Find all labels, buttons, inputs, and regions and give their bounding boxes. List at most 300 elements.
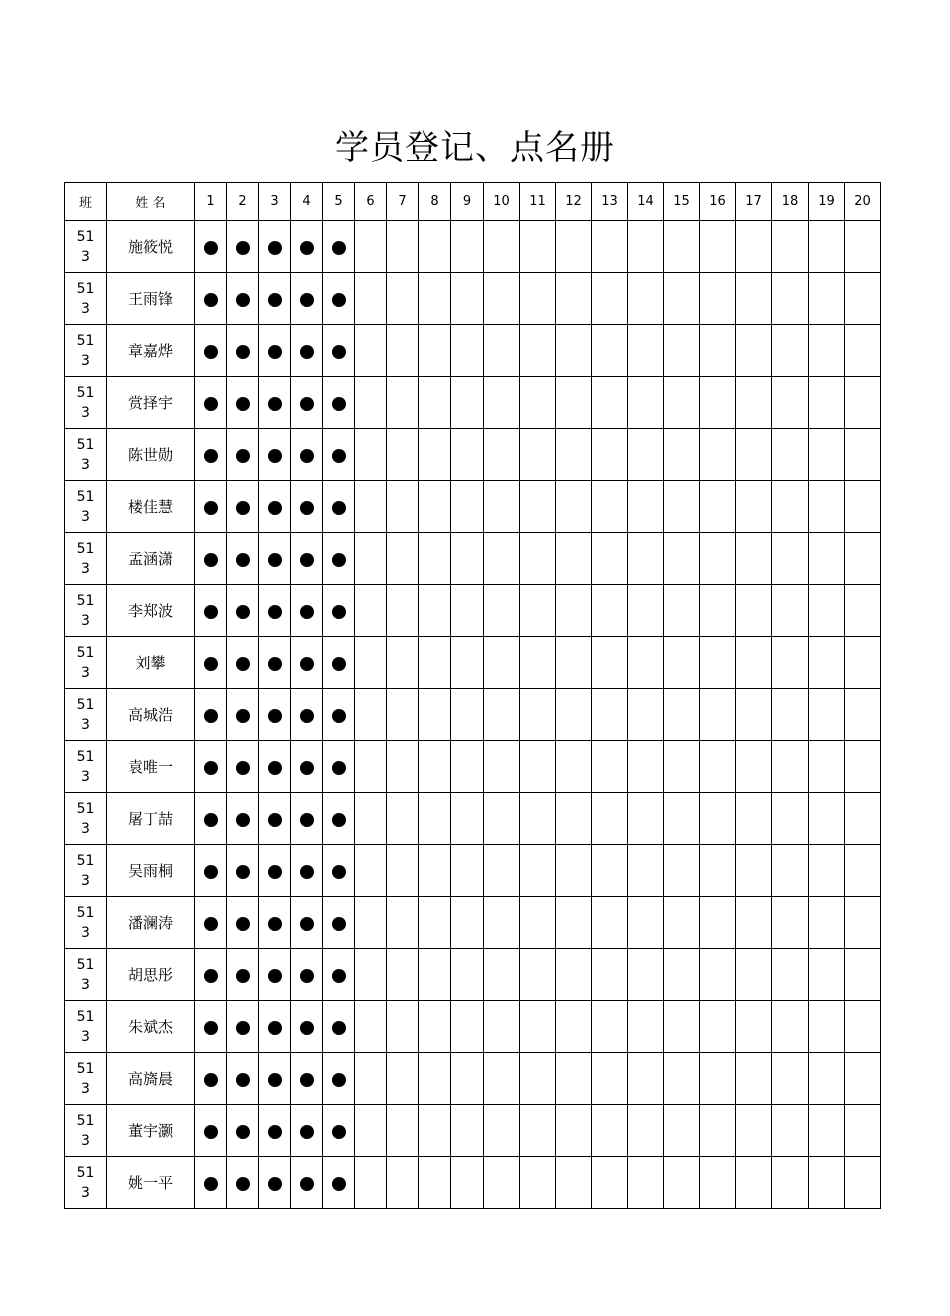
- attendance-cell: [355, 273, 387, 325]
- attendance-dot-icon: [268, 969, 282, 983]
- attendance-cell: [484, 689, 520, 741]
- attendance-cell: [556, 585, 592, 637]
- table-row: [65, 481, 881, 533]
- attendance-cell: [700, 377, 736, 429]
- attendance-cell: [387, 793, 419, 845]
- attendance-cell: [809, 585, 845, 637]
- attendance-cell: [484, 325, 520, 377]
- attendance-cell: [195, 793, 227, 845]
- attendance-cell: [259, 637, 291, 689]
- student-name: 陈世勋: [107, 429, 195, 481]
- attendance-cell: [592, 585, 628, 637]
- attendance-cell: [520, 1105, 556, 1157]
- class-number-line1: 51: [76, 1060, 95, 1077]
- attendance-cell: [195, 1105, 227, 1157]
- table-row: [65, 429, 881, 481]
- table-row: [65, 1105, 881, 1157]
- attendance-cell: [592, 429, 628, 481]
- attendance-cell: [484, 793, 520, 845]
- student-name: 朱斌杰: [107, 1001, 195, 1053]
- attendance-cell: [520, 1157, 556, 1209]
- student-name: 赏择宇: [107, 377, 195, 429]
- attendance-dot-icon: [300, 501, 314, 515]
- attendance-cell: [323, 377, 355, 429]
- table-row: [65, 1157, 881, 1209]
- attendance-cell: [451, 897, 484, 949]
- attendance-dot-icon: [204, 709, 218, 723]
- attendance-cell: [556, 637, 592, 689]
- attendance-cell: [845, 1157, 881, 1209]
- attendance-cell: [419, 793, 451, 845]
- attendance-cell: [700, 221, 736, 273]
- attendance-cell: [845, 741, 881, 793]
- attendance-cell: [419, 897, 451, 949]
- table-row: [65, 637, 881, 689]
- attendance-cell: [419, 377, 451, 429]
- attendance-cell: [451, 845, 484, 897]
- attendance-cell: [628, 793, 664, 845]
- attendance-cell: [387, 1053, 419, 1105]
- attendance-cell: [291, 533, 323, 585]
- class-number-line2: 3: [81, 352, 90, 369]
- attendance-cell: [195, 949, 227, 1001]
- attendance-dot-icon: [268, 865, 282, 879]
- attendance-cell: [700, 793, 736, 845]
- attendance-dot-icon: [268, 657, 282, 671]
- attendance-cell: [700, 1001, 736, 1053]
- attendance-cell: [556, 429, 592, 481]
- attendance-cell: [736, 949, 772, 1001]
- table-row: [65, 221, 881, 273]
- table-row: [65, 845, 881, 897]
- class-number-line1: 51: [76, 800, 95, 817]
- class-cell: [65, 585, 107, 637]
- attendance-dot-icon: [236, 553, 250, 567]
- student-name: 董宇灏: [107, 1105, 195, 1157]
- attendance-dot-icon: [332, 1125, 346, 1139]
- attendance-cell: [556, 273, 592, 325]
- attendance-cell: [664, 689, 700, 741]
- attendance-dot-icon: [332, 657, 346, 671]
- attendance-dot-icon: [236, 917, 250, 931]
- attendance-cell: [809, 481, 845, 533]
- attendance-cell: [259, 949, 291, 1001]
- attendance-dot-icon: [268, 1125, 282, 1139]
- attendance-cell: [484, 949, 520, 1001]
- attendance-dot-icon: [332, 397, 346, 411]
- attendance-dot-icon: [204, 1073, 218, 1087]
- attendance-dot-icon: [268, 1021, 282, 1035]
- attendance-cell: [772, 1053, 809, 1105]
- session-header: 9: [451, 183, 484, 221]
- attendance-cell: [628, 741, 664, 793]
- attendance-dot-icon: [236, 241, 250, 255]
- attendance-cell: [484, 845, 520, 897]
- attendance-cell: [323, 741, 355, 793]
- attendance-cell: [736, 793, 772, 845]
- student-name: 章嘉烨: [107, 325, 195, 377]
- attendance-cell: [592, 949, 628, 1001]
- attendance-cell: [484, 1105, 520, 1157]
- table-row: [65, 793, 881, 845]
- attendance-cell: [291, 481, 323, 533]
- attendance-cell: [259, 793, 291, 845]
- attendance-cell: [700, 1053, 736, 1105]
- attendance-cell: [387, 481, 419, 533]
- attendance-dot-icon: [268, 813, 282, 827]
- attendance-cell: [809, 1157, 845, 1209]
- attendance-cell: [736, 845, 772, 897]
- attendance-cell: [355, 1105, 387, 1157]
- class-cell: [65, 949, 107, 1001]
- attendance-cell: [592, 481, 628, 533]
- attendance-cell: [700, 949, 736, 1001]
- attendance-cell: [195, 845, 227, 897]
- attendance-cell: [484, 221, 520, 273]
- attendance-cell: [845, 273, 881, 325]
- class-number-line2: 3: [81, 404, 90, 421]
- attendance-cell: [520, 1001, 556, 1053]
- attendance-cell: [628, 897, 664, 949]
- attendance-cell: [556, 741, 592, 793]
- attendance-cell: [451, 1053, 484, 1105]
- attendance-cell: [772, 1001, 809, 1053]
- attendance-dot-icon: [204, 1125, 218, 1139]
- attendance-cell: [227, 741, 259, 793]
- attendance-cell: [809, 897, 845, 949]
- attendance-dot-icon: [332, 293, 346, 307]
- session-header: 1: [195, 183, 227, 221]
- class-number-line1: 51: [76, 540, 95, 557]
- student-name: 胡思彤: [107, 949, 195, 1001]
- attendance-cell: [484, 273, 520, 325]
- class-number-line1: 51: [76, 852, 95, 869]
- attendance-cell: [195, 585, 227, 637]
- attendance-cell: [259, 1053, 291, 1105]
- attendance-dot-icon: [204, 917, 218, 931]
- table-row: [65, 273, 881, 325]
- attendance-cell: [556, 533, 592, 585]
- attendance-dot-icon: [300, 345, 314, 359]
- attendance-cell: [323, 793, 355, 845]
- attendance-cell: [387, 949, 419, 1001]
- attendance-dot-icon: [300, 1125, 314, 1139]
- attendance-cell: [484, 1053, 520, 1105]
- table-row: [65, 689, 881, 741]
- attendance-cell: [772, 741, 809, 793]
- attendance-cell: [845, 429, 881, 481]
- attendance-cell: [628, 585, 664, 637]
- attendance-cell: [355, 377, 387, 429]
- attendance-cell: [520, 1053, 556, 1105]
- attendance-cell: [520, 585, 556, 637]
- attendance-cell: [323, 273, 355, 325]
- class-number-line1: 51: [76, 488, 95, 505]
- attendance-cell: [664, 897, 700, 949]
- session-header: 15: [664, 183, 700, 221]
- class-number-line2: 3: [81, 560, 90, 577]
- attendance-cell: [809, 429, 845, 481]
- attendance-cell: [291, 377, 323, 429]
- attendance-cell: [592, 793, 628, 845]
- class-number-line1: 51: [76, 1008, 95, 1025]
- session-header: 13: [592, 183, 628, 221]
- attendance-cell: [664, 273, 700, 325]
- student-name: 高旖晨: [107, 1053, 195, 1105]
- attendance-cell: [451, 585, 484, 637]
- session-header: 4: [291, 183, 323, 221]
- attendance-cell: [387, 377, 419, 429]
- attendance-cell: [259, 273, 291, 325]
- attendance-cell: [419, 273, 451, 325]
- attendance-cell: [355, 897, 387, 949]
- attendance-dot-icon: [300, 241, 314, 255]
- attendance-cell: [291, 637, 323, 689]
- session-header: 3: [259, 183, 291, 221]
- attendance-cell: [628, 845, 664, 897]
- attendance-cell: [664, 741, 700, 793]
- attendance-cell: [845, 1053, 881, 1105]
- attendance-dot-icon: [268, 241, 282, 255]
- attendance-cell: [387, 741, 419, 793]
- attendance-cell: [419, 1053, 451, 1105]
- class-number-line2: 3: [81, 1080, 90, 1097]
- attendance-cell: [387, 585, 419, 637]
- attendance-cell: [484, 1157, 520, 1209]
- name-header: 姓 名: [107, 183, 195, 221]
- attendance-dot-icon: [300, 969, 314, 983]
- session-header: 7: [387, 183, 419, 221]
- attendance-dot-icon: [268, 553, 282, 567]
- attendance-dot-icon: [204, 449, 218, 463]
- attendance-cell: [259, 741, 291, 793]
- attendance-cell: [387, 325, 419, 377]
- table-row: [65, 949, 881, 1001]
- attendance-cell: [592, 325, 628, 377]
- session-header: 12: [556, 183, 592, 221]
- attendance-cell: [195, 429, 227, 481]
- session-header: 16: [700, 183, 736, 221]
- attendance-cell: [736, 377, 772, 429]
- attendance-cell: [419, 429, 451, 481]
- attendance-cell: [419, 1105, 451, 1157]
- attendance-dot-icon: [268, 1073, 282, 1087]
- class-number-line2: 3: [81, 1132, 90, 1149]
- attendance-dot-icon: [236, 709, 250, 723]
- attendance-dot-icon: [236, 501, 250, 515]
- attendance-cell: [556, 481, 592, 533]
- attendance-cell: [195, 637, 227, 689]
- student-name: 王雨锋: [107, 273, 195, 325]
- attendance-cell: [772, 793, 809, 845]
- class-number-line2: 3: [81, 976, 90, 993]
- attendance-cell: [556, 845, 592, 897]
- session-header: 8: [419, 183, 451, 221]
- attendance-cell: [592, 533, 628, 585]
- attendance-dot-icon: [332, 501, 346, 515]
- attendance-cell: [323, 897, 355, 949]
- attendance-cell: [484, 637, 520, 689]
- attendance-cell: [700, 1157, 736, 1209]
- attendance-cell: [845, 1001, 881, 1053]
- attendance-dot-icon: [204, 553, 218, 567]
- attendance-cell: [451, 689, 484, 741]
- attendance-cell: [556, 897, 592, 949]
- table-row: [65, 533, 881, 585]
- attendance-dot-icon: [300, 657, 314, 671]
- attendance-cell: [195, 377, 227, 429]
- attendance-cell: [664, 1001, 700, 1053]
- attendance-dot-icon: [332, 449, 346, 463]
- class-cell: [65, 845, 107, 897]
- attendance-cell: [809, 325, 845, 377]
- attendance-dot-icon: [268, 761, 282, 775]
- attendance-dot-icon: [204, 345, 218, 359]
- student-name: 楼佳慧: [107, 481, 195, 533]
- table-row: [65, 741, 881, 793]
- attendance-dot-icon: [204, 501, 218, 515]
- session-header: 10: [484, 183, 520, 221]
- table-row: [65, 325, 881, 377]
- attendance-dot-icon: [236, 761, 250, 775]
- attendance-cell: [736, 741, 772, 793]
- class-number-line1: 51: [76, 904, 95, 921]
- attendance-cell: [845, 637, 881, 689]
- attendance-cell: [195, 221, 227, 273]
- attendance-dot-icon: [332, 1021, 346, 1035]
- attendance-cell: [259, 897, 291, 949]
- attendance-cell: [845, 585, 881, 637]
- class-number-line2: 3: [81, 768, 90, 785]
- attendance-cell: [809, 1053, 845, 1105]
- attendance-dot-icon: [204, 813, 218, 827]
- attendance-cell: [520, 481, 556, 533]
- attendance-cell: [195, 533, 227, 585]
- attendance-cell: [419, 949, 451, 1001]
- attendance-dot-icon: [204, 397, 218, 411]
- attendance-cell: [291, 429, 323, 481]
- attendance-cell: [664, 481, 700, 533]
- attendance-cell: [291, 1105, 323, 1157]
- attendance-dot-icon: [236, 1177, 250, 1191]
- attendance-cell: [520, 637, 556, 689]
- attendance-dot-icon: [300, 1073, 314, 1087]
- attendance-cell: [195, 1001, 227, 1053]
- attendance-cell: [736, 429, 772, 481]
- attendance-cell: [520, 897, 556, 949]
- attendance-cell: [355, 793, 387, 845]
- attendance-cell: [520, 949, 556, 1001]
- attendance-cell: [419, 845, 451, 897]
- attendance-cell: [592, 1157, 628, 1209]
- attendance-cell: [227, 221, 259, 273]
- attendance-cell: [556, 1001, 592, 1053]
- attendance-cell: [259, 689, 291, 741]
- attendance-cell: [809, 273, 845, 325]
- attendance-cell: [772, 273, 809, 325]
- attendance-cell: [387, 689, 419, 741]
- session-header: 18: [772, 183, 809, 221]
- attendance-cell: [845, 897, 881, 949]
- student-name: 施筱悦: [107, 221, 195, 273]
- attendance-cell: [736, 585, 772, 637]
- attendance-dot-icon: [204, 657, 218, 671]
- class-number-line2: 3: [81, 1184, 90, 1201]
- attendance-cell: [387, 1157, 419, 1209]
- attendance-cell: [195, 689, 227, 741]
- attendance-cell: [592, 741, 628, 793]
- attendance-cell: [628, 1157, 664, 1209]
- attendance-cell: [484, 377, 520, 429]
- attendance-cell: [291, 689, 323, 741]
- attendance-dot-icon: [300, 917, 314, 931]
- attendance-cell: [355, 1053, 387, 1105]
- attendance-cell: [628, 533, 664, 585]
- attendance-cell: [451, 221, 484, 273]
- attendance-cell: [700, 741, 736, 793]
- attendance-cell: [772, 325, 809, 377]
- attendance-cell: [772, 637, 809, 689]
- attendance-cell: [700, 1105, 736, 1157]
- class-cell: [65, 741, 107, 793]
- attendance-cell: [556, 793, 592, 845]
- attendance-cell: [355, 949, 387, 1001]
- attendance-cell: [520, 533, 556, 585]
- class-number-line1: 51: [76, 748, 95, 765]
- class-number-line1: 51: [76, 332, 95, 349]
- attendance-cell: [772, 1105, 809, 1157]
- class-cell: [65, 793, 107, 845]
- student-name: 潘澜涛: [107, 897, 195, 949]
- class-number-line2: 3: [81, 456, 90, 473]
- session-header: 20: [845, 183, 881, 221]
- student-name: 屠丁喆: [107, 793, 195, 845]
- attendance-cell: [451, 273, 484, 325]
- attendance-cell: [664, 1157, 700, 1209]
- attendance-cell: [195, 1053, 227, 1105]
- table-row: [65, 1001, 881, 1053]
- attendance-cell: [451, 741, 484, 793]
- attendance-dot-icon: [332, 345, 346, 359]
- attendance-cell: [700, 845, 736, 897]
- attendance-cell: [355, 585, 387, 637]
- attendance-cell: [664, 585, 700, 637]
- attendance-cell: [227, 897, 259, 949]
- attendance-cell: [520, 429, 556, 481]
- attendance-cell: [323, 585, 355, 637]
- student-name: 高城浩: [107, 689, 195, 741]
- attendance-cell: [845, 325, 881, 377]
- class-cell: [65, 1105, 107, 1157]
- attendance-cell: [809, 689, 845, 741]
- attendance-dot-icon: [204, 761, 218, 775]
- attendance-dot-icon: [332, 761, 346, 775]
- attendance-cell: [736, 221, 772, 273]
- class-cell: [65, 533, 107, 585]
- class-number-line2: 3: [81, 300, 90, 317]
- attendance-dot-icon: [236, 1125, 250, 1139]
- attendance-cell: [592, 845, 628, 897]
- attendance-cell: [195, 741, 227, 793]
- attendance-cell: [736, 689, 772, 741]
- attendance-cell: [355, 481, 387, 533]
- class-number-line2: 3: [81, 1028, 90, 1045]
- attendance-cell: [556, 1157, 592, 1209]
- attendance-dot-icon: [204, 605, 218, 619]
- attendance-cell: [700, 325, 736, 377]
- attendance-dot-icon: [268, 917, 282, 931]
- attendance-cell: [520, 221, 556, 273]
